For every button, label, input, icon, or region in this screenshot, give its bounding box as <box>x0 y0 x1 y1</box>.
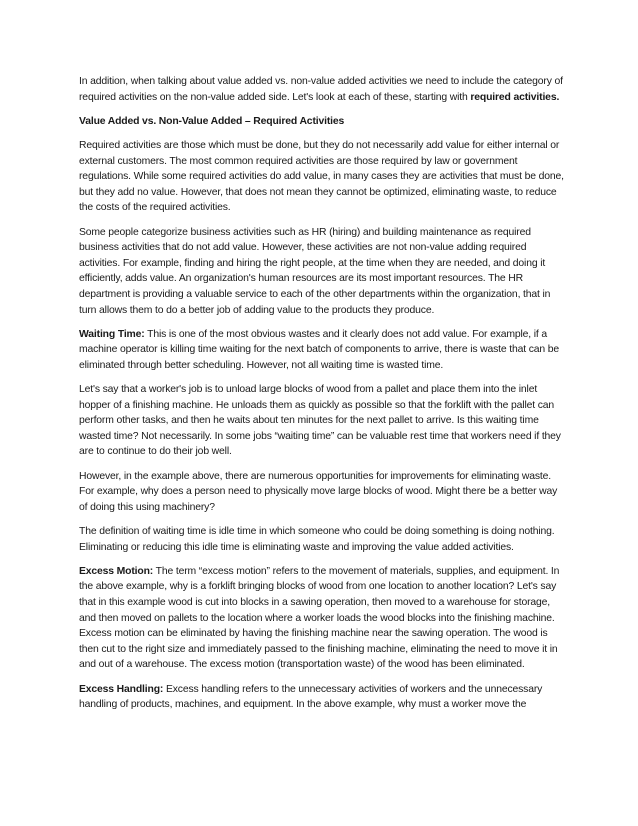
paragraph-waiting-time <box>79 327 565 374</box>
document-page <box>79 74 565 721</box>
excess-handling-text: Excess handling refers to the unnecessary activities of workers and the unnecessary handling of products, machines, and equipment. In the above example, why must a worker move the <box>79 683 543 711</box>
paragraph-hr-activities: Some people categorize business activities such as HR (hiring) and building maintenance as required business activities that do not add value. However, these activities are not non-value adding required activities. For example, finding and hiring the right people, at the time when they are needed, and doing it efficiently, adds value. An organization's human resources are its most important resources. The HR department is providing a valuable service to each of the other departments within the organization, that in turn allows them to do a better job of adding value to the products they produce. <box>79 226 551 316</box>
paragraph-worker-example: Let's say that a worker's job is to unload large blocks of wood from a pallet and place them into the inlet hopper of a finishing machine. He unloads them as quickly as possible so that the forklift with the pallet can perform other tasks, and then he waits about ten minutes for the next pallet to arrive. Is this waiting time wasted time? Not necessarily. In some jobs “waiting time” can be valuable rest time that workers need if they are to continue to do their job well. <box>79 384 561 458</box>
paragraph-intro <box>79 74 565 105</box>
waiting-time-lead: Waiting Time: <box>79 328 145 340</box>
paragraph-improvements: However, in the example above, there are numerous opportunities for improvements for eliminating waste. For example, why does a person need to physically move large blocks of wood. Might there be a better way of doing this using machinery? <box>79 470 558 513</box>
paragraph-excess-motion <box>79 564 565 673</box>
paragraph-required-activities: Required activities are those which must be done, but they do not necessarily add value for either internal or external customers. The most common required activities are those required by law or government regulations. While some required activities do add value, in many cases they are activities that must be done, but they add no value. However, that does not mean they cannot be optimized, eliminating waste, to reduce the costs of the required activities. <box>79 139 564 214</box>
paragraph-excess-handling <box>79 682 565 713</box>
excess-handling-lead: Excess Handling: <box>79 683 164 695</box>
excess-motion-lead: Excess Motion: <box>79 565 154 577</box>
waiting-time-text: This is one of the most obvious wastes and it clearly does not add value. For example, if a machine operator is killing time waiting for the next batch of components to arrive, there is waste that can be eliminated through better scheduling. However, not all waiting time is wasted time. <box>79 328 560 371</box>
excess-motion-text: The term “excess motion” refers to the movement of materials, supplies, and equipment. In the above example, why is a forklift bringing blocks of wood from one location to another location? Let's say that in this example wood is cut into blocks in a sawing operation, then moved to a warehouse for storage, and then moved on pallets to the location where a worker loads the wood blocks into the finishing machine. Excess motion can be eliminated by having the finishing machine near the sawing operation. The wood is then cut to the right size and immediately passed to the finishing machine, eliminating the need to move it in and out of a warehouse. The excess motion (transportation waste) of the wood has been eliminated. <box>79 565 560 671</box>
paragraph-waiting-definition: The definition of waiting time is idle time in which someone who could be doing something is doing nothing. Eliminating or reducing this idle time is eliminating waste and improving the value added activities. <box>79 526 555 553</box>
paragraph-intro-text: In addition, when talking about value added vs. non-value added activities we need to include the category of required activities on the non-value added side. Let's look at each of these, starting with <box>79 76 563 103</box>
paragraph-intro-emphasis: required activities. <box>470 91 560 103</box>
section-heading: Value Added vs. Non-Value Added – Required Activities <box>79 115 345 127</box>
